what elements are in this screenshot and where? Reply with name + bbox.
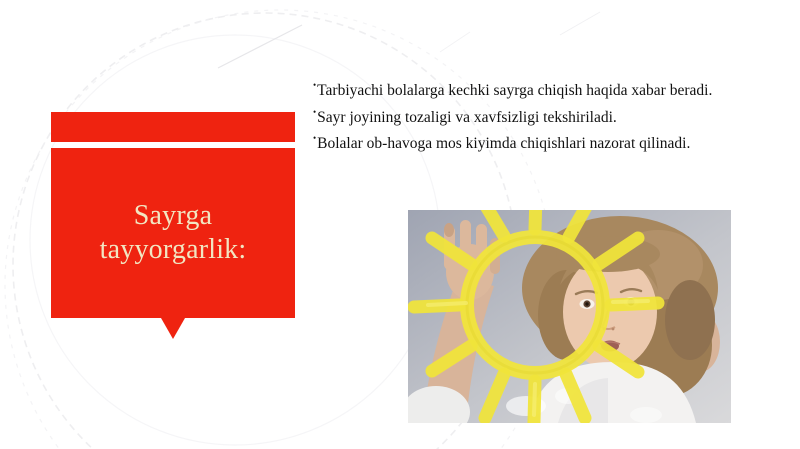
photo-child-drawing-sun <box>408 210 731 423</box>
bullet-text: Bolalar ob-havoga mos kiyimda chiqishlari nazorat qilinadi. <box>317 135 691 153</box>
bullet-item <box>313 128 788 155</box>
bullet-list <box>313 75 788 155</box>
bullet-item <box>313 75 788 102</box>
bullet-marker-icon: • <box>313 106 317 117</box>
callout-pointer-tail <box>161 318 185 339</box>
callout-title-box <box>51 148 295 318</box>
bullet-marker-icon: • <box>313 133 317 144</box>
slide-title: Sayrga tayyorgarlik: <box>99 200 247 265</box>
bullet-text: Tarbiyachi bolalarga kechki sayrga chiqish haqida xabar beradi. <box>317 82 713 99</box>
bullet-text: Sayr joyining tozaligi va xavfsizligi tekshiriladi. <box>317 108 617 126</box>
bullet-marker-icon: • <box>313 80 317 90</box>
callout-top-strip <box>51 112 295 142</box>
photo-illustration <box>408 210 731 423</box>
bullet-item <box>313 102 788 129</box>
